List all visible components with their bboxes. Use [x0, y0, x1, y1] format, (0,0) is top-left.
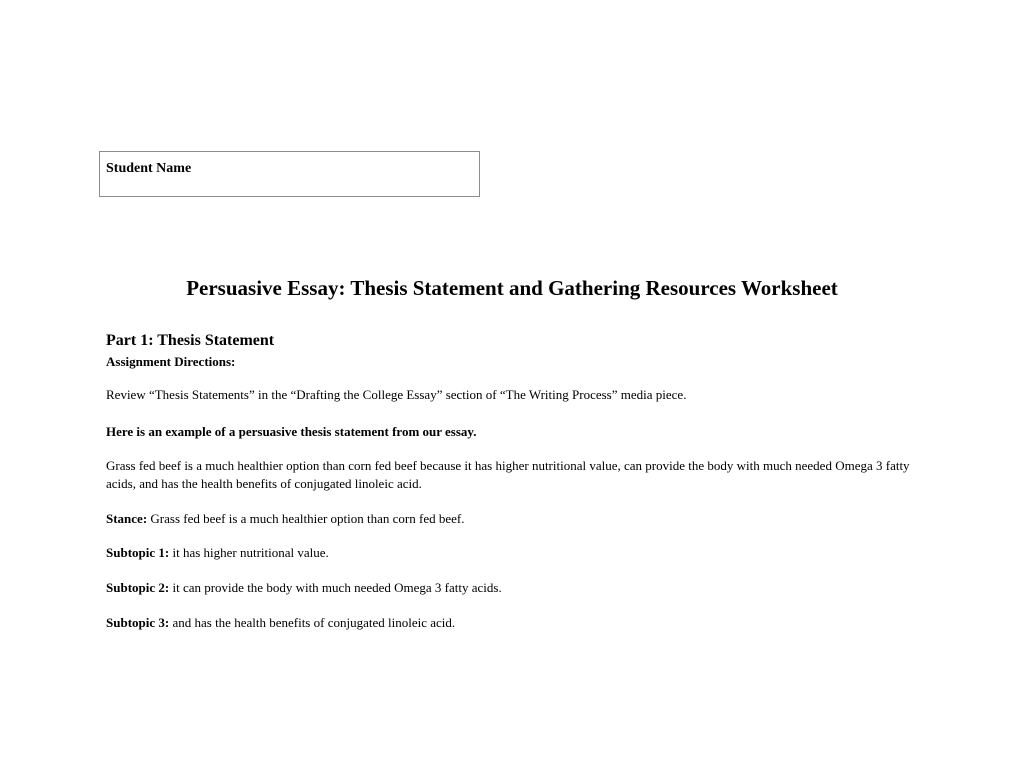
- subtopic-3-label: Subtopic 3:: [106, 615, 170, 630]
- assignment-directions-heading: Assignment Directions:: [106, 354, 236, 369]
- subtopic-2-text: it can provide the body with much needed Omega 3 fatty acids.: [169, 580, 502, 595]
- stance-line: [106, 510, 464, 528]
- review-instructions: Review “Thesis Statements” in the “Drafting the College Essay” section of “The Writing Process” media piece.: [106, 387, 687, 402]
- subtopic-2-line: [106, 579, 502, 597]
- stance-label: Stance:: [106, 511, 148, 526]
- subtopic-1-label: Subtopic 1:: [106, 545, 170, 560]
- subtopic-3-line: [106, 614, 455, 632]
- page-title: Persuasive Essay: Thesis Statement and Gathering Resources Worksheet: [186, 276, 838, 300]
- thesis-statement-example: Grass fed beef is a much healthier option than corn fed beef because it has higher nutritional value, can provide the body with much needed Omega 3 fatty acids, and has the health benefits of conjugated linoleic acid.: [106, 458, 910, 491]
- student-name-label: Student Name: [106, 161, 192, 176]
- example-heading: Here is an example of a persuasive thesis statement from our essay.: [106, 424, 477, 439]
- subtopic-3-text: and has the health benefits of conjugated linoleic acid.: [169, 615, 456, 630]
- subtopic-1-line: [106, 544, 329, 562]
- student-name-box[interactable]: [99, 151, 480, 197]
- subtopic-2-label: Subtopic 2:: [106, 580, 170, 595]
- part-1-heading: Part 1: Thesis Statement: [106, 332, 275, 349]
- stance-text: Grass fed beef is a much healthier option than corn fed beef.: [147, 511, 465, 526]
- subtopic-1-text: it has higher nutritional value.: [169, 545, 329, 560]
